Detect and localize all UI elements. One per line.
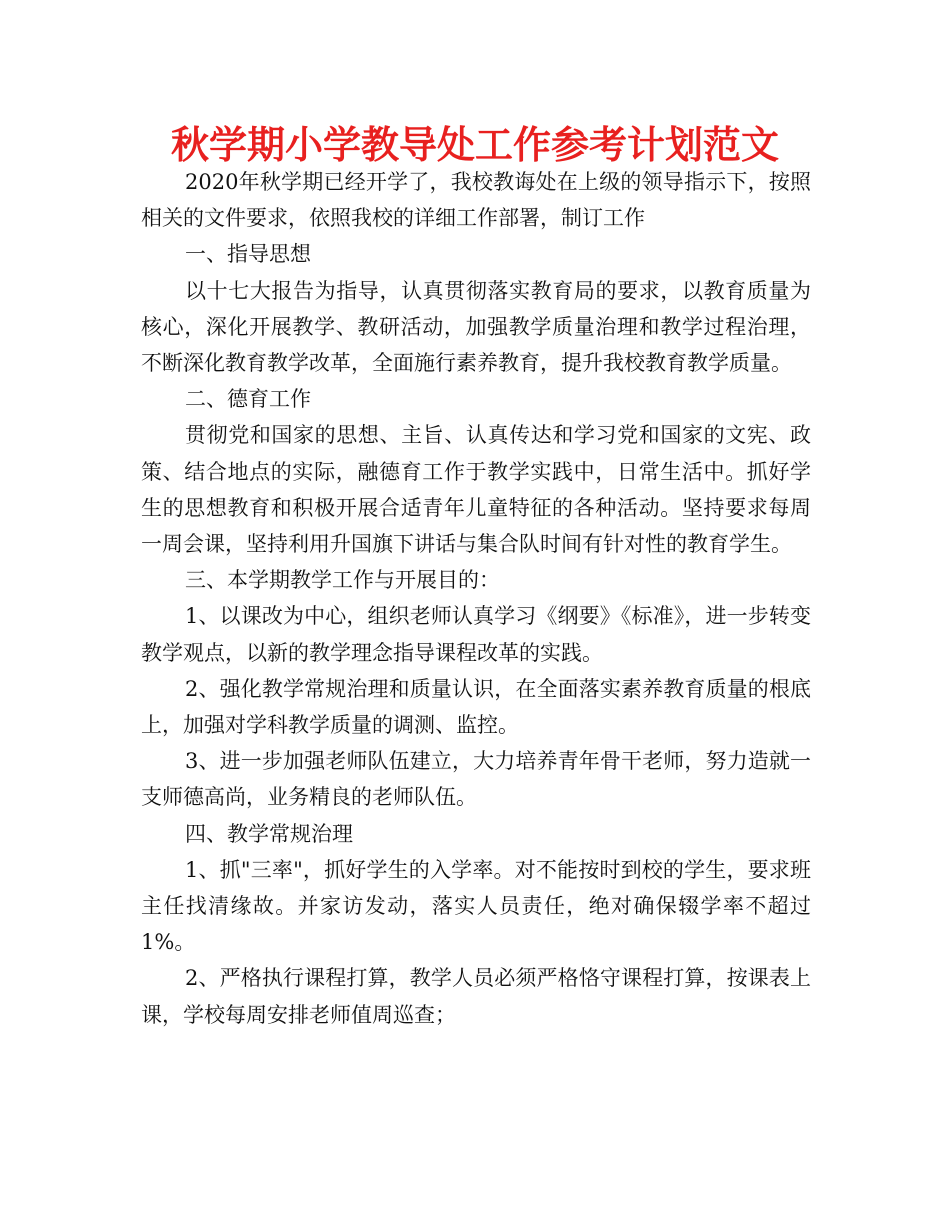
- section-heading-moral-education: 二、德育工作: [185, 387, 311, 412]
- paragraph-intro: 2020年秋学期已经开学了，我校教诲处在上级的领导指示下，按照相关的文件要求，依照我校的详细工作部署，制订工作: [141, 170, 811, 231]
- document-body: [141, 164, 811, 1033]
- list-item-routine-2: 2、严格执行课程打算，教学人员必须严格恪守课程打算，按课表上课，学校每周安排老师值周巡查；: [141, 966, 811, 1027]
- section-heading-teaching-goals: 三、本学期教学工作与开展目的：: [185, 568, 500, 593]
- list-item-goal-3: 3、进一步加强老师队伍建立，大力培养青年骨干老师，努力造就一支师德高尚，业务精良的老师队伍。: [141, 749, 811, 810]
- list-item-goal-1: 1、以课改为中心，组织老师认真学习《纲要》《标准》，进一步转变教学观点，以新的教学理念指导课程改革的实践。: [141, 604, 811, 665]
- paragraph-moral-education: 贯彻党和国家的思想、主旨、认真传达和学习党和国家的文宪、政策、结合地点的实际，融德育工作于教学实践中，日常生活中。抓好学生的思想教育和积极开展合适青年儿童特征的各种活动。坚持要求每周一周会课，坚持利用升国旗下讲话与集合队时间有针对性的教育学生。: [141, 423, 811, 557]
- section-heading-routine-management: 四、教学常规治理: [185, 821, 353, 846]
- paragraph-guiding-thought: 以十七大报告为指导，认真贯彻落实教育局的要求，以教育质量为核心，深化开展教学、教研活动，加强教学质量治理和教学过程治理，不断深化教育教学改革，全面施行素养教育，提升我校教育教学质量。: [141, 278, 811, 376]
- list-item-goal-2: 2、强化教学常规治理和质量认识，在全面落实素养教育质量的根底上，加强对学科教学质量的调测、监控。: [141, 676, 811, 738]
- section-heading-guiding-thought: 一、指导思想: [185, 242, 311, 267]
- document-title: 秋学期小学教导处工作参考计划范文: [170, 123, 779, 167]
- list-item-routine-1: 1、抓"三率"，抓好学生的入学率。对不能按时到校的学生，要求班主任找清缘故。并家访发动，落实人员责任，绝对确保辍学率不超过1%。: [141, 857, 811, 955]
